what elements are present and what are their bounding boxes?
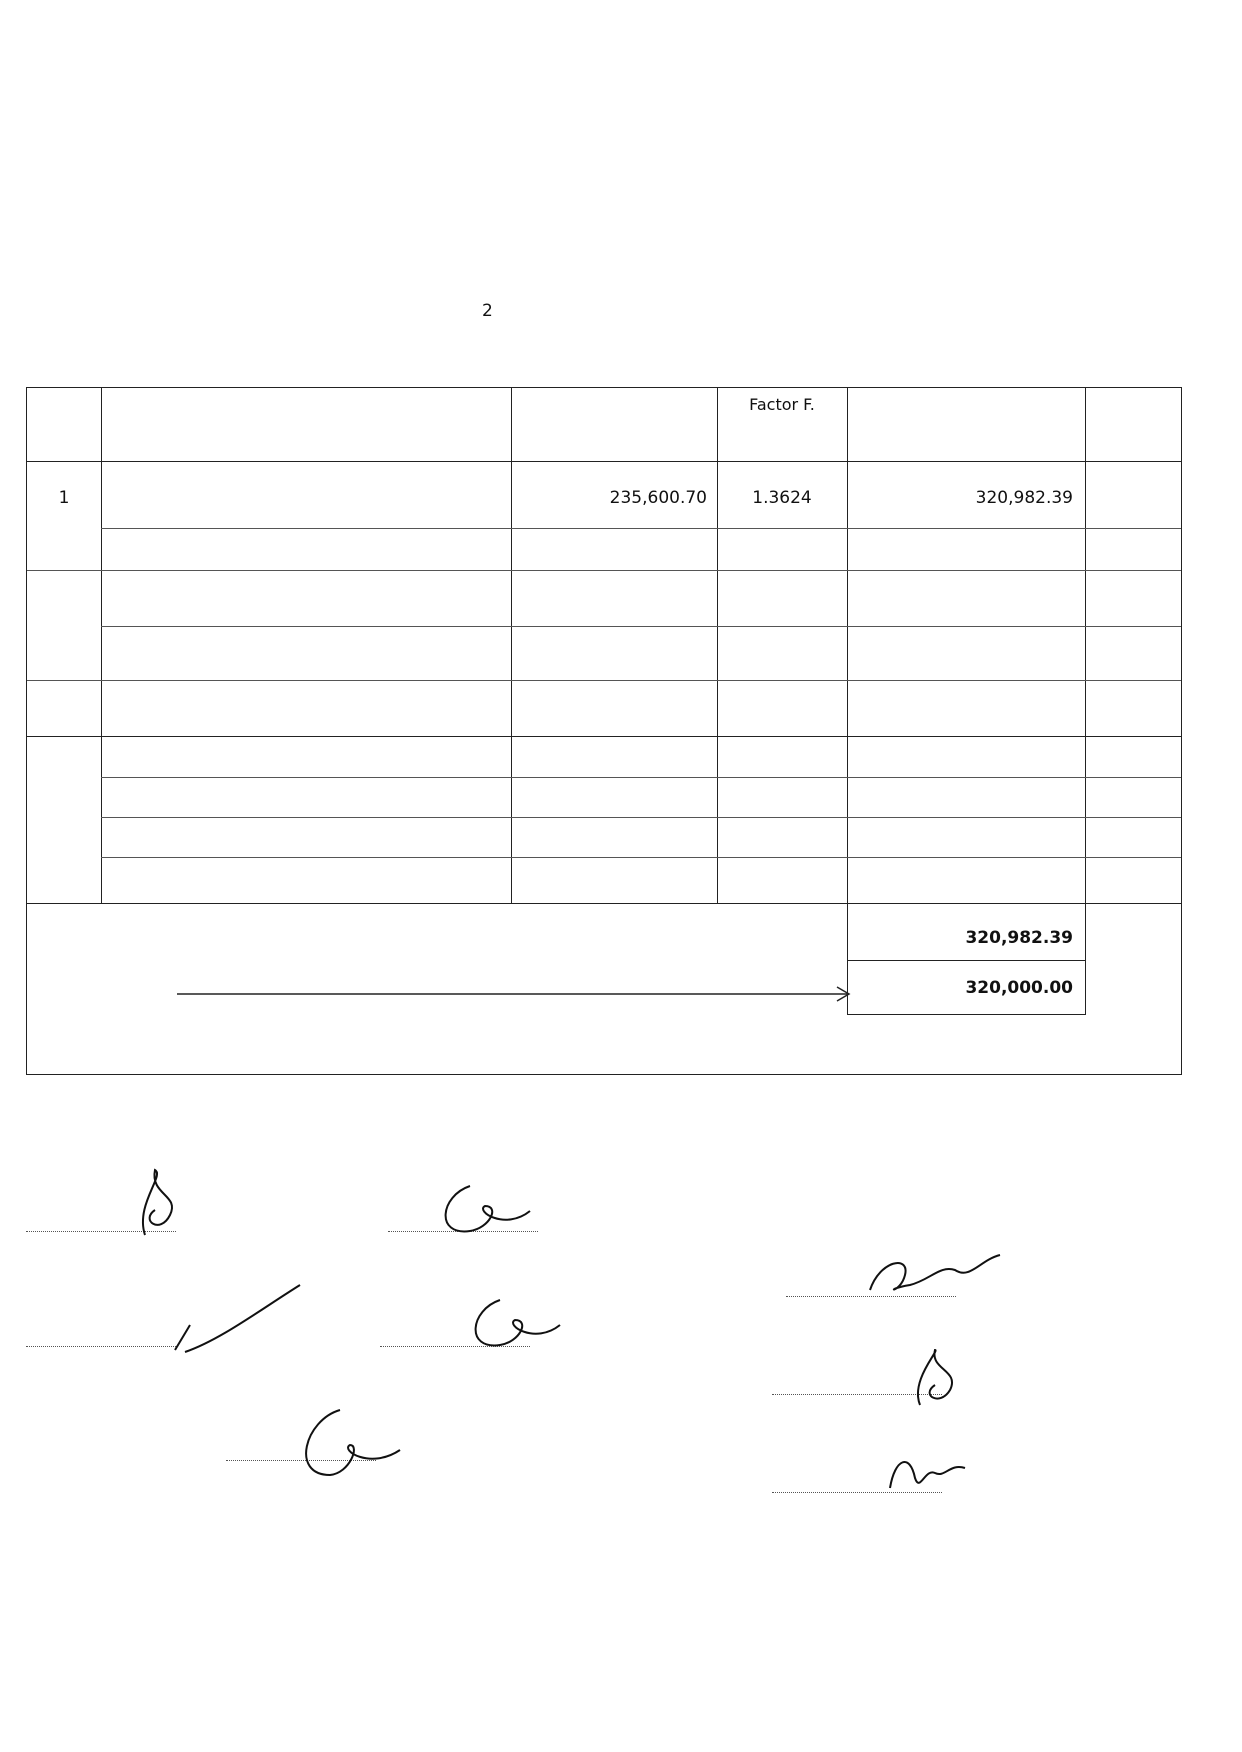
row-divider [27, 570, 1181, 571]
section-divider [27, 903, 1181, 904]
column-divider [511, 388, 512, 904]
column-divider [717, 388, 718, 904]
request-underline [847, 1014, 1085, 1015]
header-divider [27, 461, 1181, 462]
arrow-right-icon [177, 984, 859, 1004]
officer-signature-line [26, 1332, 176, 1351]
signature-scribble [860, 1250, 1010, 1310]
request-value: 320,000.00 [965, 978, 1073, 998]
header-factor: Factor F. [749, 395, 815, 414]
cost-table [26, 387, 1182, 1075]
row-no: 1 [58, 488, 70, 508]
row-cost: 235,600.70 [609, 488, 707, 508]
row-total: 320,982.39 [975, 488, 1073, 508]
column-divider [847, 388, 848, 1015]
signature-scribble [430, 1176, 550, 1246]
signature-scribble [460, 1290, 580, 1360]
signature-scribble [900, 1345, 970, 1410]
signature-scribble [880, 1448, 970, 1498]
column-divider [1085, 388, 1086, 1015]
row-divider [101, 817, 1181, 818]
grand-total-value: 320,982.39 [965, 928, 1073, 948]
sheets-count: 2 [482, 301, 493, 321]
row-divider [27, 680, 1181, 681]
row-factor: 1.3624 [752, 488, 812, 508]
total-underline [847, 960, 1085, 961]
signature-scribble [160, 1280, 310, 1360]
section-divider [27, 736, 1181, 737]
column-divider [101, 388, 102, 904]
signature-scribble [290, 1405, 420, 1485]
signature-scribble [125, 1165, 195, 1245]
row-divider [101, 857, 1181, 858]
row-divider [101, 626, 1181, 627]
row-divider [101, 777, 1181, 778]
row-divider [101, 528, 1181, 529]
